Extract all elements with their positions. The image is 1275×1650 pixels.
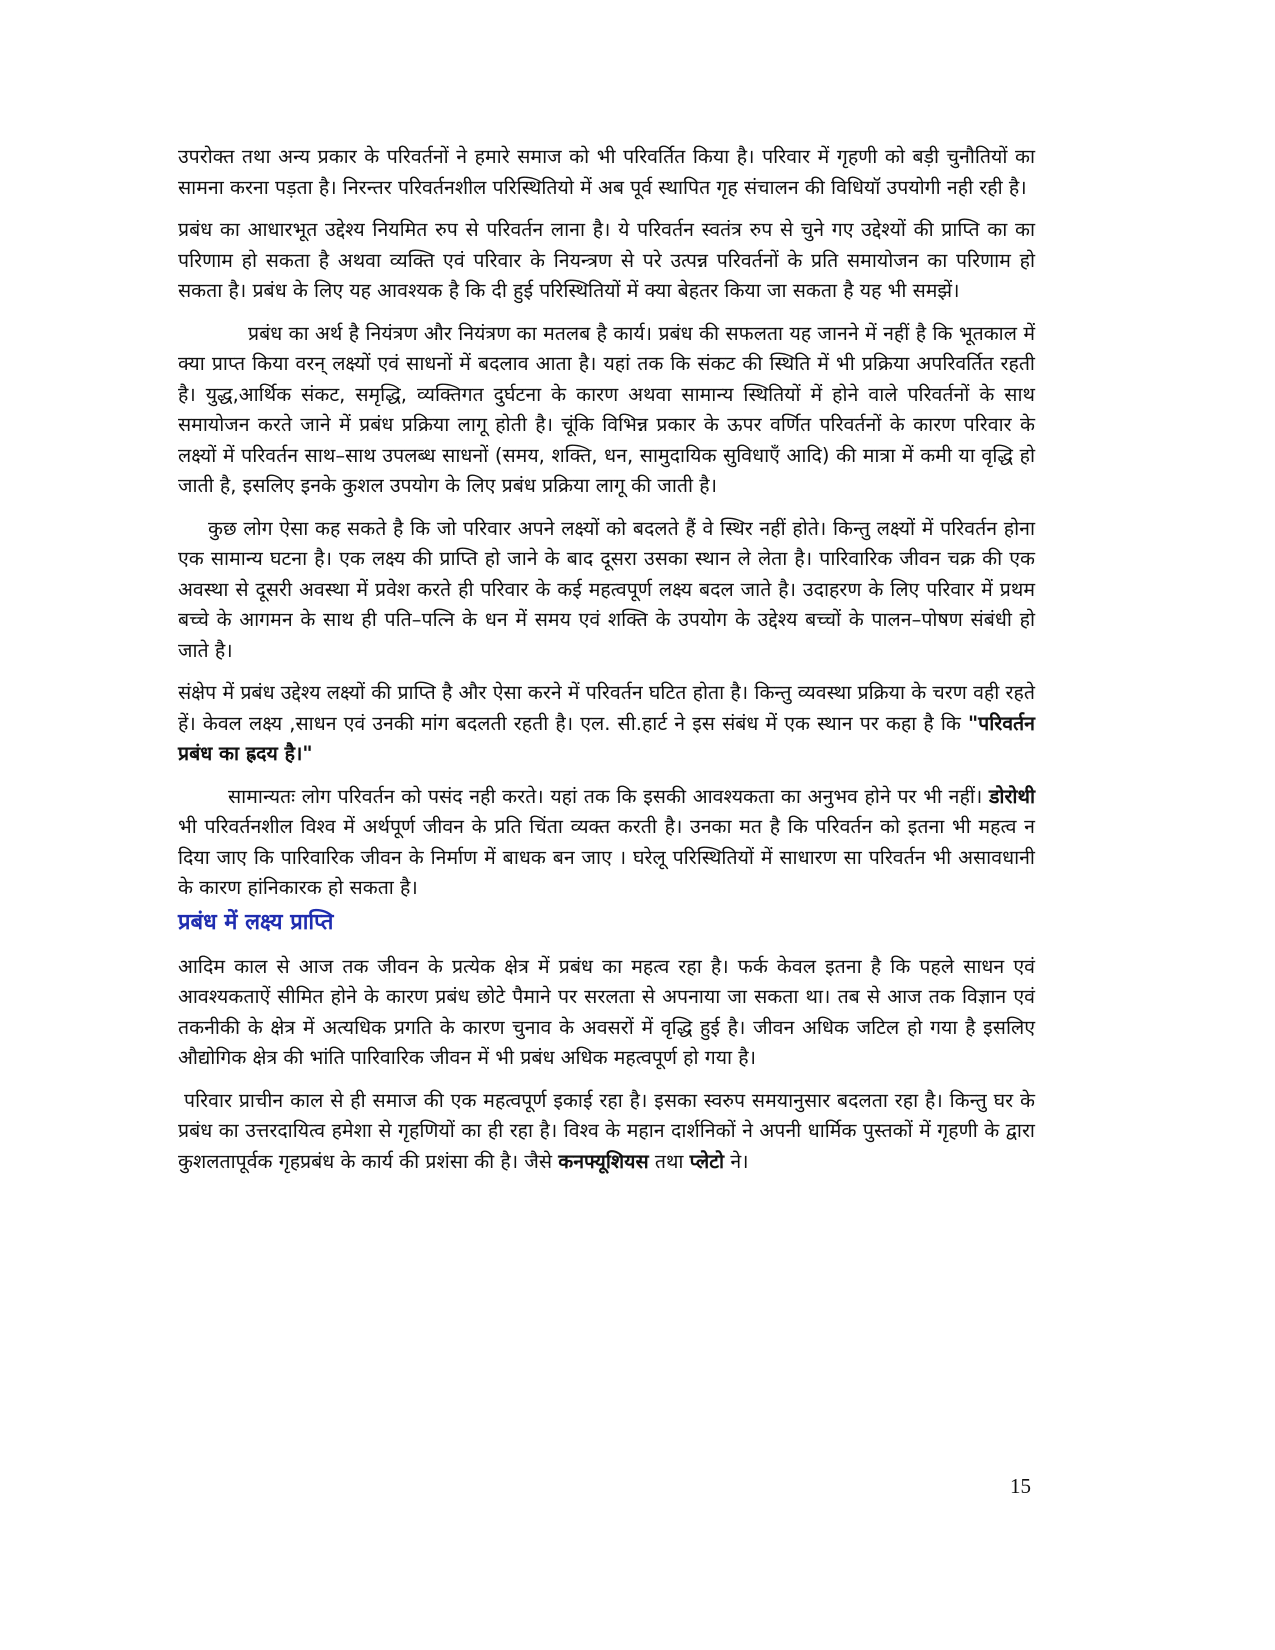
paragraph-5	[178, 678, 1035, 770]
plato-name: प्लेटो	[689, 1149, 725, 1173]
paragraph-8-text-1: परिवार प्राचीन काल से ही समाज की एक महत्वपूर्ण इकाई रहा है। इसका स्वरुप समयानुसार बदलता रहा है। किन्तु घर के प्रबंध का उत्तरदायित्व हमेशा से गृहणियों का ही रहा है। विश्व के महान दार्शनिकों ने अपनी धार्मिक पुस्तकों में गृहणी के द्वारा कुशलतापूर्वक गृहप्रबंध के कार्य की प्रशंसा की है। जैसे	[178, 1088, 1035, 1173]
paragraph-8	[178, 1086, 1035, 1178]
hart-quote: "परिवर्तन प्रबंध का ह्रदय है।"	[178, 711, 1035, 765]
paragraph-4: कुछ लोग ऐसा कह सकते है कि जो परिवार अपने लक्ष्यों को बदलते हैं वे स्थिर नहीं होते। किन्तु लक्ष्यों में परिवर्तन होना एक सामान्य घटना है। एक लक्ष्य की प्राप्ति हो जाने के बाद दूसरा उसका स्थान ले लेता है। पारिवारिक जीवन चक्र की एक अवस्था से दूसरी अवस्था में प्रवेश करते ही परिवार के कई महत्वपूर्ण लक्ष्य बदल जाते है। उदाहरण के लिए परिवार में प्रथम बच्चे के आगमन के साथ ही पति–पत्नि के धन में समय एवं शक्ति के उपयोग के उद्देश्य बच्चों के पालन–पोषण संबंधी हो जाते है।	[178, 516, 1035, 662]
paragraph-1: उपरोक्त तथा अन्य प्रकार के परिवर्तनों ने हमारे समाज को भी परिवर्तित किया है। परिवार में गृहणी को बड़ी चुनौतियों का सामना करना पड़ता है। निरन्तर परिवर्तनशील परिस्थितियो में अब पूर्व स्थापित गृह संचालन की विधियॉ उपयोगी नही रही है।	[178, 145, 1035, 199]
paragraph-8-text-3: ने।	[724, 1149, 749, 1173]
paragraph-3: प्रबंध का अर्थ है नियंत्रण और नियंत्रण का मतलब है कार्य। प्रबंध की सफलता यह जानने में नहीं है कि भूतकाल में क्या प्राप्त किया वरन् लक्ष्यों एवं साधनों में बदलाव आता है। यहां तक कि संकट की स्थिति में भी प्रक्रिया अपरिवर्तित रहती है। युद्ध,आर्थिक संकट, समृद्धि, व्यक्तिगत दुर्घटना के कारण अथवा सामान्य स्थितियों में होने वाले परिवर्तनों के साथ समायोजन करते जाने में प्रबंध प्रक्रिया लागू होती है। चूंकि विभिन्न प्रकार के ऊपर वर्णित परिवर्तनों के कारण परिवार के लक्ष्यों में परिवर्तन साथ–साथ उपलब्ध साधनों (समय, शक्ति, धन, सामुदायिक सुविधाएँ आदि) की मात्रा में कमी या वृद्धि हो जाती है, इसलिए इनके कुशल उपयोग के लिए प्रबंध प्रक्रिया लागू की जाती है।	[178, 321, 1035, 497]
paragraph-8-text-2: तथा	[648, 1149, 690, 1173]
paragraph-6-text-2: भी परिवर्तनशील विश्व में अर्थपूर्ण जीवन के प्रति चिंता व्यक्त करती है। उनका मत है कि परिवर्तन को इतना भी महत्व न दिया जाए कि पारिवारिक जीवन के निर्माण में बाधक बन जाए । घरेलू परिस्थितियों में साधारण सा परिवर्तन भी असावधानी के कारण हांनिकारक हो सकता है।	[178, 815, 1035, 899]
paragraph-5-text: संक्षेप में प्रबंध उद्देश्य लक्ष्यों की प्राप्ति है और ऐसा करने में परिवर्तन घटित होता है। किन्तु व्यवस्था प्रक्रिया के चरण वही रहते हें। केवल लक्ष्य ,साधन एवं उनकी मांग बदलती रहती है। एल. सी.हार्ट ने इस संबंध में एक स्थान पर कहा है कि	[178, 681, 1035, 735]
paragraph-6	[178, 782, 1035, 904]
document-page	[178, 142, 1035, 1189]
paragraph-6-text-1: सामान्यतः लोग परिवर्तन को पसंद नही करते। यहां तक कि इसकी आवश्यकता का अनुभव होने पर भी नहीं।	[228, 784, 989, 808]
page-number: 15	[1010, 1474, 1031, 1498]
confucius-name: कनफ्यूशियस	[558, 1149, 649, 1173]
paragraph-7: आदिम काल से आज तक जीवन के प्रत्येक क्षेत्र में प्रबंध का महत्व रहा है। फर्क केवल इतना है कि पहले साधन एवं आवश्यकताऐं सीमित होने के कारण प्रबंध छोटे पैमाने पर सरलता से अपनाया जा सकता था। तब से आज तक विज्ञान एवं तकनीकी के क्षेत्र में अत्यधिक प्रगति के कारण चुनाव के अवसरों में वृद्धि हुई है। जीवन अधिक जटिल हो गया है इसलिए औद्योगिक क्षेत्र की भांति पारिवारिक जीवन में भी प्रबंध अधिक महत्वपूर्ण हो गया है।	[178, 954, 1035, 1069]
section-heading: प्रबंध में लक्ष्य प्राप्ति	[178, 909, 334, 935]
paragraph-2: प्रबंध का आधारभूत उद्देश्य नियमित रुप से परिवर्तन लाना है। ये परिवर्तन स्वतंत्र रुप से चुने गए उद्देश्यों की प्राप्ति का का परिणाम हो सकता है अथवा व्यक्ति एवं परिवार के नियन्त्रण से परे उत्पन्न परिवर्तनों के प्रति समायोजन का परिणाम हो सकता है। प्रबंध के लिए यह आवश्यक है कि दी हुई परिस्थितियों में क्या बेहतर किया जा सकता है यह भी समझें।	[178, 218, 1035, 302]
dorothy-name: डोरोथी	[988, 784, 1035, 808]
